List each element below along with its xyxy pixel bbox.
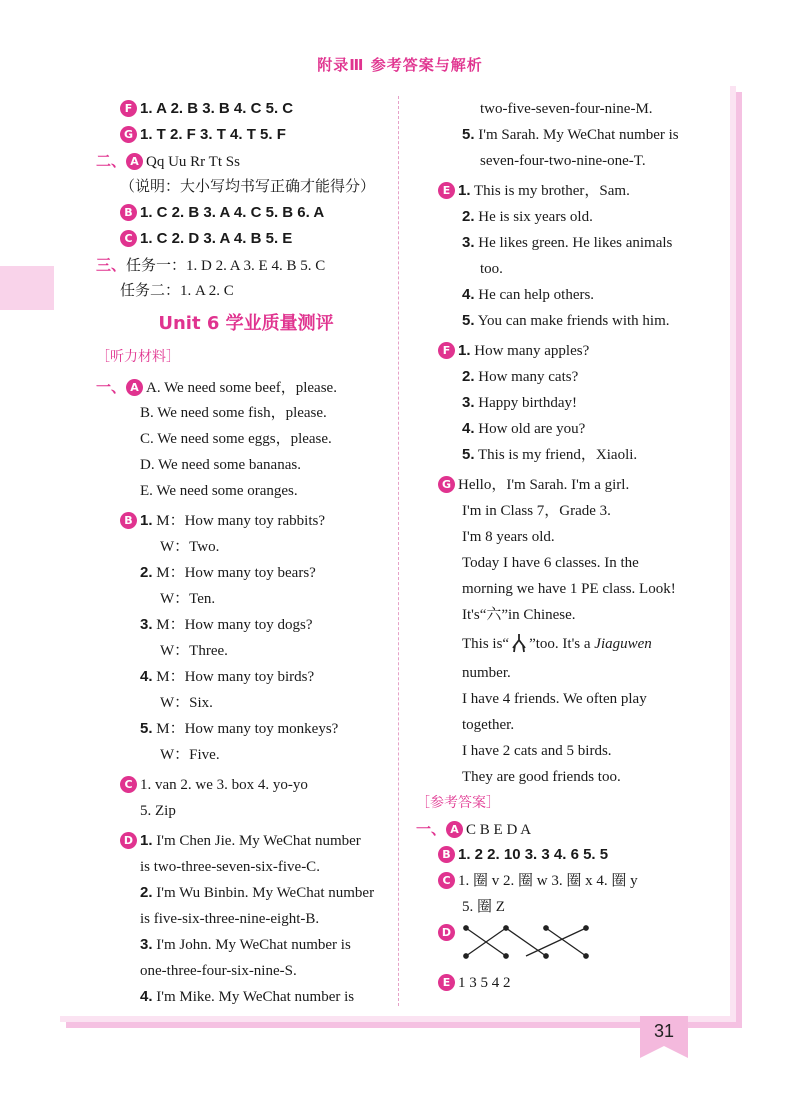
badge-C: C [120,230,137,247]
listening-A-line: E. We need some oranges. [140,483,298,499]
listening-E-4: 4. He can help others. [462,286,595,303]
badge-G: G [438,476,455,493]
badge-G: G [120,126,137,143]
badge-E: E [438,974,455,991]
listening-D-5: 5. I'm Sarah. My WeChat number is [462,126,679,143]
section-three-task2: 任务二：1. A 2. C [120,283,234,299]
listening-B-reply: W：Five. [160,747,220,763]
badge-B: B [120,204,137,221]
listening-F-5: 5. This is my friend，Xiaoli. [462,446,638,463]
badge-F: F [438,342,455,359]
ans-A: 一、 A C B E D A [416,820,532,838]
column-divider [398,96,399,1006]
answer-F: F 1. A 2. B 3. B 4. C 5. C [96,96,396,122]
right-column [416,96,710,996]
badge-B: B [438,846,455,863]
listening-G-1: G Hello，I'm Sarah. I'm a girl. [438,472,710,498]
listening-E-3: 3. He likes green. He likes animals [462,234,673,251]
badge-A: A [446,821,463,838]
section-three-task1: 三、任务一：1. D 2. A 3. E 4. B 5. C [96,256,326,274]
listening-G-line: I have 2 cats and 5 birds. [462,743,612,759]
listening-A-line: B. We need some fish，please. [140,405,327,421]
ans-B: B 1. 2 2. 10 3. 3 4. 6 5. 5 [438,842,710,868]
listening-D-cont: seven-four-two-nine-one-T. [480,153,646,169]
listening-A: 一、 A A. We need some beef，please. [96,378,337,396]
unit-title: Unit 6 学业质量测评 [158,313,334,334]
listening-E-5: 5. You can make friends with him. [462,312,670,329]
listening-E-cont: too. [480,261,503,277]
listening-D-3: 3. I'm John. My WeChat number is [140,936,351,953]
badge-D: D [438,924,455,941]
page-number-tab [640,1046,688,1058]
listening-F-3: 3. Happy birthday! [462,394,577,411]
listening-G-line: together. [462,717,515,733]
jiaguwen-six-icon [511,632,527,654]
badge-E: E [438,182,455,199]
listening-B-5: 5. M：How many toy monkeys? [140,720,339,737]
badge-C: C [438,872,455,889]
listening-D-cont: one-three-four-six-nine-S. [140,963,297,979]
ans-C-line2: 5. 圈 Z [462,899,505,915]
ans-D [438,920,710,970]
listening-A-line: C. We need some eggs，please. [140,431,332,447]
badge-B: B [120,512,137,529]
badge-A: A [126,153,143,170]
listening-D-cont: is two-three-seven-six-five-C. [140,859,320,875]
section-two-B: B 1. C 2. B 3. A 4. C 5. B 6. A [96,200,396,226]
listening-G-line: number. [462,665,511,681]
answer-label: ［参考答案］ [416,795,500,811]
listening-C-line2: 5. Zip [140,803,176,819]
listening-B-3: 3. M：How many toy dogs? [140,616,313,633]
note: （说明：大小写均书写正确才能得分） [120,179,376,195]
listening-D-1: D 1. I'm Chen Jie. My WeChat number [96,828,396,854]
listening-B-reply: W：Three. [160,643,228,659]
listening-B-reply: W：Six. [160,695,213,711]
listening-B-1: B 1. M：How many toy rabbits? [96,508,396,534]
badge-D: D [120,832,137,849]
page-number: 31 [640,1016,688,1046]
badge-F: F [120,100,137,117]
listening-D-2: 2. I'm Wu Binbin. My WeChat number [140,884,375,901]
page-header: 附录Ⅲ 参考答案与解析 [317,56,483,74]
listening-G-line: It's“六”in Chinese. [462,607,576,623]
listening-G-line: They are good friends too. [462,769,621,785]
listening-G-line: I'm in Class 7，Grade 3. [462,503,611,519]
matching-lines-diagram [462,920,592,964]
ans-E: E 1 3 5 4 2 [438,970,710,996]
listening-C: C 1. van 2. we 3. box 4. yo-yo [96,772,396,798]
listening-D-cont: is five-six-three-nine-eight-B. [140,911,320,927]
listening-D-cont: two-five-seven-four-nine-M. [480,101,653,117]
listening-B-4: 4. M：How many toy birds? [140,668,315,685]
badge-C: C [120,776,137,793]
listening-E-2: 2. He is six years old. [462,208,593,225]
listening-G-line: morning we have 1 PE class. Look! [462,581,676,597]
answer-G: G 1. T 2. F 3. T 4. T 5. F [96,122,396,148]
listening-B-reply: W：Two. [160,539,220,555]
listening-F-2: 2. How many cats? [462,368,579,385]
listening-D-4: 4. I'm Mike. My WeChat number is [140,988,355,1005]
listening-A-line: D. We need some bananas. [140,457,301,473]
listening-B-2: 2. M：How many toy bears? [140,564,316,581]
listening-label: ［听力材料］ [96,349,180,365]
listening-F-1: F 1. How many apples? [438,338,710,364]
listening-G-jiagu-line: This is“ ”too. It's a Jiaguwen [438,628,710,660]
listening-G-line: I have 4 friends. We often play [462,691,647,707]
listening-G-line: I'm 8 years old. [462,529,555,545]
left-column [96,96,396,1010]
listening-E-1: E 1. This is my brother，Sam. [438,178,710,204]
section-two-A: 二、 A Qq Uu Rr Tt Ss [96,152,240,170]
ans-C: C 1. 圈 v 2. 圈 w 3. 圈 x 4. 圈 y [438,868,710,894]
listening-G-line: Today I have 6 classes. In the [462,555,639,571]
badge-A: A [126,379,143,396]
listening-B-reply: W：Ten. [160,591,216,607]
listening-F-4: 4. How old are you? [462,420,586,437]
section-two-C: C 1. C 2. D 3. A 4. B 5. E [96,226,396,252]
